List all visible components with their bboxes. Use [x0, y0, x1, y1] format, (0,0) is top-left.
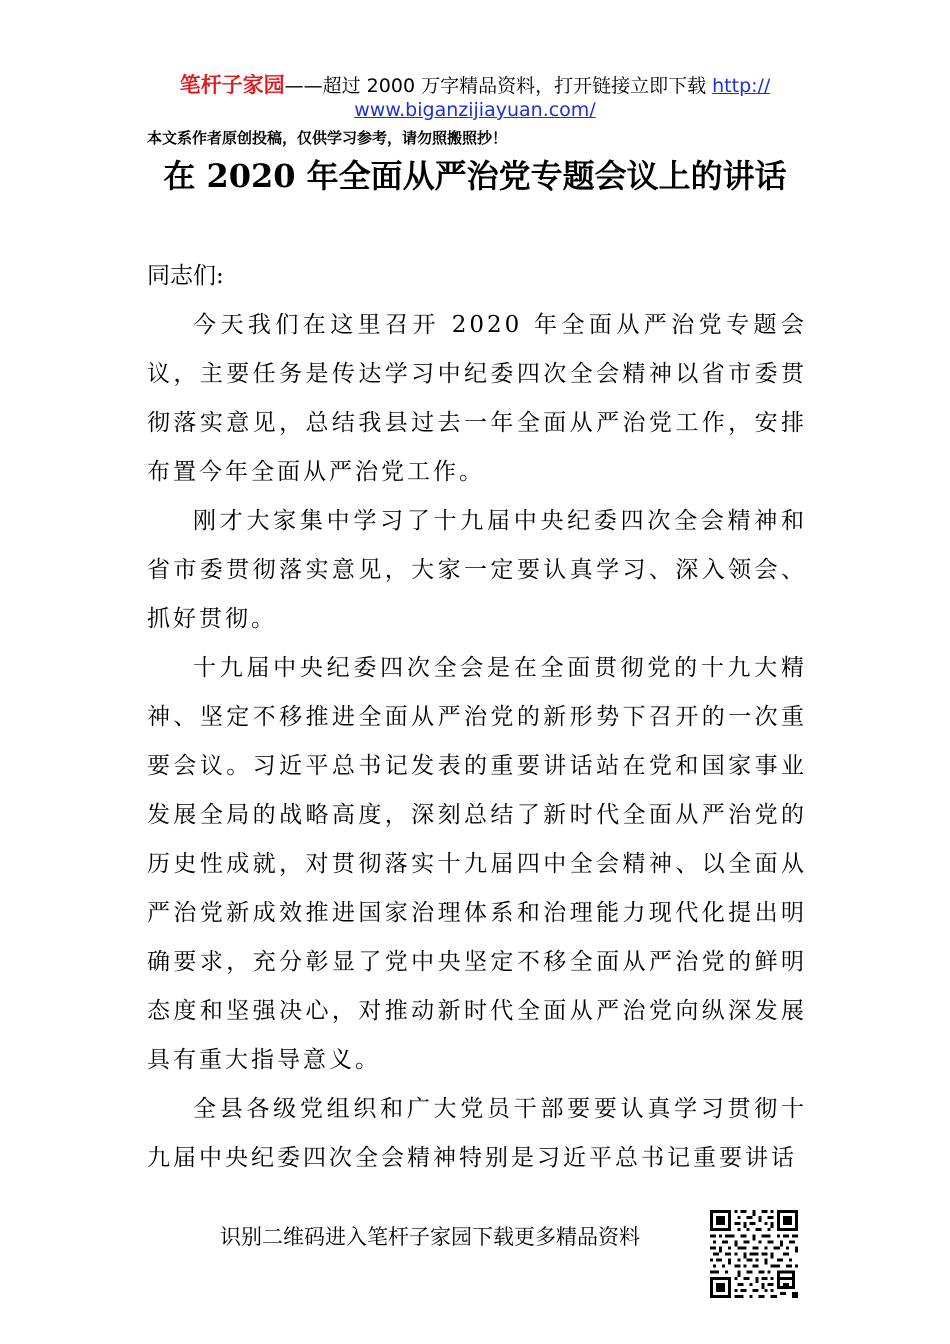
copyright-notice: 本文系作者原创投稿，仅供学习参考，请勿照搬照抄！	[147, 129, 508, 147]
promo-header	[0, 73, 950, 98]
promo-header-line2	[0, 98, 950, 122]
document-body	[147, 252, 807, 1183]
brand-name: 笔杆子家园	[179, 73, 285, 97]
download-link-part2[interactable]: www.biganzijiayuan.com/	[354, 99, 596, 121]
download-link-part1[interactable]: http://	[712, 75, 771, 97]
salutation: 同志们:	[147, 263, 224, 289]
document-title: 在 2020 年全面从严治党专题会议上的讲话	[163, 157, 787, 195]
paragraph: 刚才大家集中学习了十九届中央纪委四次全会精神和省市委贯彻落实意见，大家一定要认真学习、深入领会、抓好贯彻。	[147, 508, 807, 632]
footer-caption: 识别二维码进入笔杆子家园下载更多精品资料	[220, 1225, 640, 1249]
qr-code-icon[interactable]	[710, 1210, 798, 1298]
paragraph: 全县各级党组织和广大党员干部要要认真学习贯彻十九届中央纪委四次全会精神特别是习近平总书记重要讲话	[147, 1096, 807, 1171]
promo-text: ——超过 2000 万字精品资料，打开链接立即下载	[284, 75, 713, 97]
paragraph: 十九届中央纪委四次全会是在全面贯彻党的十九大精神、坚定不移推进全面从严治党的新形势下召开的一次重要会议。习近平总书记发表的重要讲话站在党和国家事业发展全局的战略高度，深刻总结了新时代全面从严治党的历史性成就，对贯彻落实十九届四中全会精神、以全面从严治党新成效推进国家治理体系和治理能力现代化提出明确要求，充分彰显了党中央坚定不移全面从严治党的鲜明态度和坚强决心，对推动新时代全面从严治党向纵深发展具有重大指导意义。	[147, 655, 807, 1073]
paragraph: 今天我们在这里召开 2020 年全面从严治党专题会议，主要任务是传达学习中纪委四次全会精神以省市委贯彻落实意见，总结我县过去一年全面从严治党工作，安排布置今年全面从严治党工作。	[147, 312, 807, 485]
